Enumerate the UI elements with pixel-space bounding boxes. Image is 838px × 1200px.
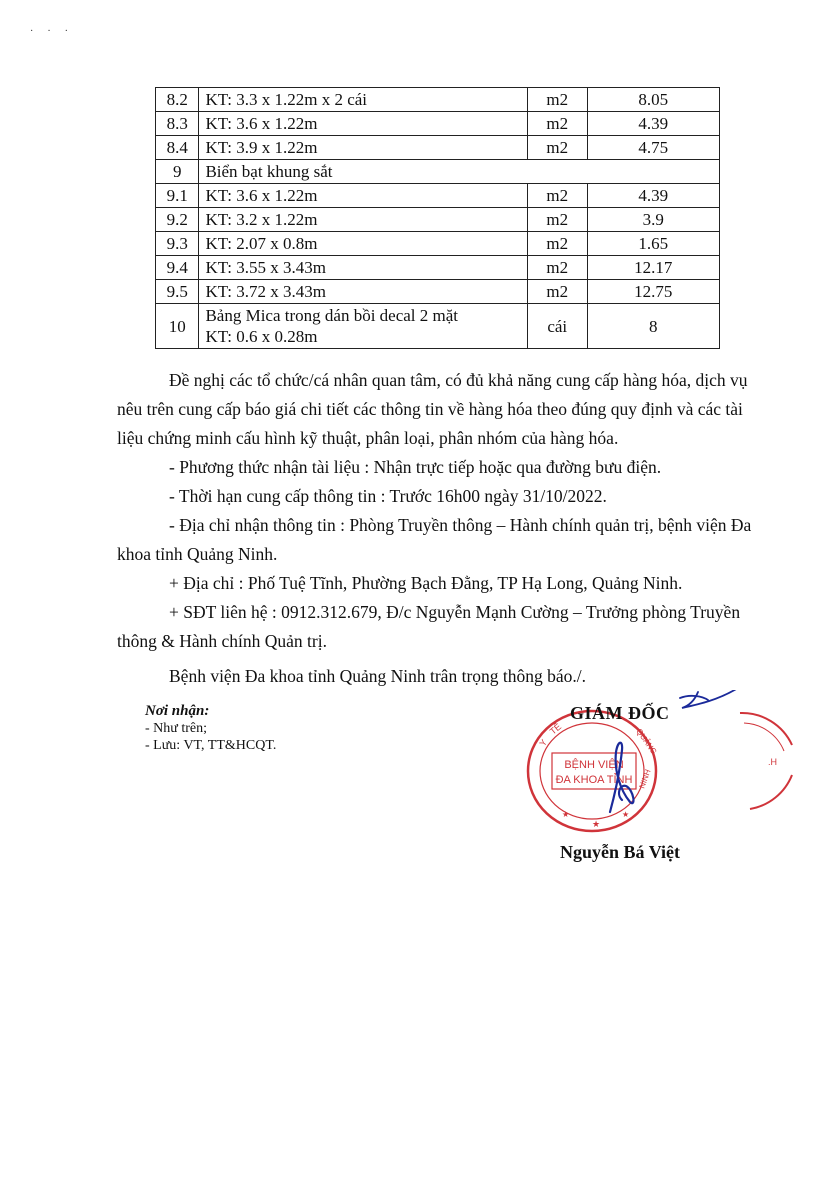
signer-name: Nguyễn Bá Việt (560, 842, 681, 862)
method-line: - Phương thức nhận tài liệu : Nhận trực tiếp hoặc qua đường bưu điện. (169, 457, 662, 477)
row-number: 9 (156, 160, 199, 184)
recipients-title: Nơi nhận: (145, 703, 210, 719)
row-number: 10 (156, 304, 199, 349)
row-number: 8.2 (156, 88, 199, 112)
receiver-line: - Địa chỉ nhận thông tin : Phòng Truyền thông – Hành chính quản trị, bệnh viện Đa khoa tỉnh Quảng Ninh. (117, 515, 752, 564)
items-table (155, 87, 720, 349)
svg-text:★: ★ (622, 810, 630, 819)
svg-text:QUẢNG: QUẢNG (634, 726, 659, 757)
table-row (156, 232, 720, 256)
table-row-group-header (156, 160, 720, 184)
row-quantity: 4.39 (587, 184, 719, 208)
svg-text:.H: .H (768, 757, 777, 767)
row-description: KT: 3.55 x 3.43m (199, 256, 527, 280)
row-unit: m2 (527, 112, 587, 136)
stamp-line-1: BỆNH VIỆN (564, 759, 624, 771)
row-description-line: Bảng Mica trong dán bồi decal 2 mặt (205, 306, 459, 325)
intro-paragraph: Đề nghị các tổ chức/cá nhân quan tâm, có đủ khả năng cung cấp hàng hóa, dịch vụ nêu trên cung cấp báo giá chi tiết các thông tin về hàng hóa theo đúng quy định và các tài liệu chứng minh cấu hình kỹ thuật, phân loại, phân nhóm của hàng hóa. (117, 370, 748, 448)
row-quantity: 8.05 (587, 88, 719, 112)
table-row (156, 280, 720, 304)
table-row (156, 184, 720, 208)
scan-specks: ··· (30, 26, 82, 37)
signature-title: GIÁM ĐỐC (570, 703, 670, 723)
handwritten-signature (590, 690, 740, 830)
row-unit: m2 (527, 136, 587, 160)
row-description: KT: 3.72 x 3.43m (199, 280, 527, 304)
row-description: KT: 2.07 x 0.8m (199, 232, 527, 256)
body-text (117, 366, 757, 691)
row-description: KT: 3.3 x 1.22m x 2 cái (199, 88, 527, 112)
recipients-block (145, 703, 276, 754)
deadline-line: - Thời hạn cung cấp thông tin : Trước 16h00 ngày 31/10/2022. (169, 486, 607, 506)
row-unit: m2 (527, 232, 587, 256)
row-quantity: 4.75 (587, 136, 719, 160)
row-description: KT: 3.6 x 1.22m (199, 112, 527, 136)
row-quantity: 4.39 (587, 112, 719, 136)
row-number: 9.3 (156, 232, 199, 256)
row-description: Biển bạt khung sắt (199, 160, 720, 184)
row-number: 9.1 (156, 184, 199, 208)
stamp-line-2: ĐA KHOA TỈNH (555, 774, 633, 786)
row-number: 9.2 (156, 208, 199, 232)
row-description-line: KT: 0.6 x 0.28m (205, 327, 318, 346)
row-unit: m2 (527, 208, 587, 232)
closing-line: Bệnh viện Đa khoa tỉnh Quảng Ninh trân trọng thông báo./. (169, 666, 587, 686)
table-row (156, 88, 720, 112)
table-row (156, 112, 720, 136)
row-quantity: 12.75 (587, 280, 719, 304)
table-row (156, 208, 720, 232)
table-row (156, 256, 720, 280)
address-line: + Địa chỉ : Phố Tuệ Tĩnh, Phường Bạch Đằng, TP Hạ Long, Quảng Ninh. (169, 573, 683, 593)
row-quantity: 1.65 (587, 232, 719, 256)
row-number: 8.3 (156, 112, 199, 136)
row-description: KT: 3.2 x 1.22m (199, 208, 527, 232)
row-description (199, 304, 527, 349)
row-description: KT: 3.9 x 1.22m (199, 136, 527, 160)
row-unit: m2 (527, 280, 587, 304)
row-number: 9.4 (156, 256, 199, 280)
svg-text:NINH: NINH (637, 768, 653, 790)
row-quantity: 3.9 (587, 208, 719, 232)
row-quantity: 8 (587, 304, 719, 349)
svg-text:Y: Y (537, 737, 550, 749)
row-description: KT: 3.6 x 1.22m (199, 184, 527, 208)
svg-text:★: ★ (562, 810, 570, 819)
row-unit: cái (527, 304, 587, 349)
seal-fragment (730, 705, 800, 815)
row-quantity: 12.17 (587, 256, 719, 280)
row-unit: m2 (527, 256, 587, 280)
row-unit: m2 (527, 88, 587, 112)
row-number: 8.4 (156, 136, 199, 160)
recipient-item: - Như trên; (145, 721, 208, 736)
row-number: 9.5 (156, 280, 199, 304)
recipient-item: - Lưu: VT, TT&HCQT. (145, 738, 277, 753)
svg-text:★: ★ (592, 819, 601, 829)
svg-text:TẾ: TẾ (547, 721, 564, 737)
phone-line: + SĐT liên hệ : 0912.312.679, Đ/c Nguyễn Mạnh Cường – Trưởng phòng Truyền thông & Hành chính Quản trị. (117, 602, 741, 651)
table-row (156, 136, 720, 160)
row-unit: m2 (527, 184, 587, 208)
table-row (156, 304, 720, 349)
